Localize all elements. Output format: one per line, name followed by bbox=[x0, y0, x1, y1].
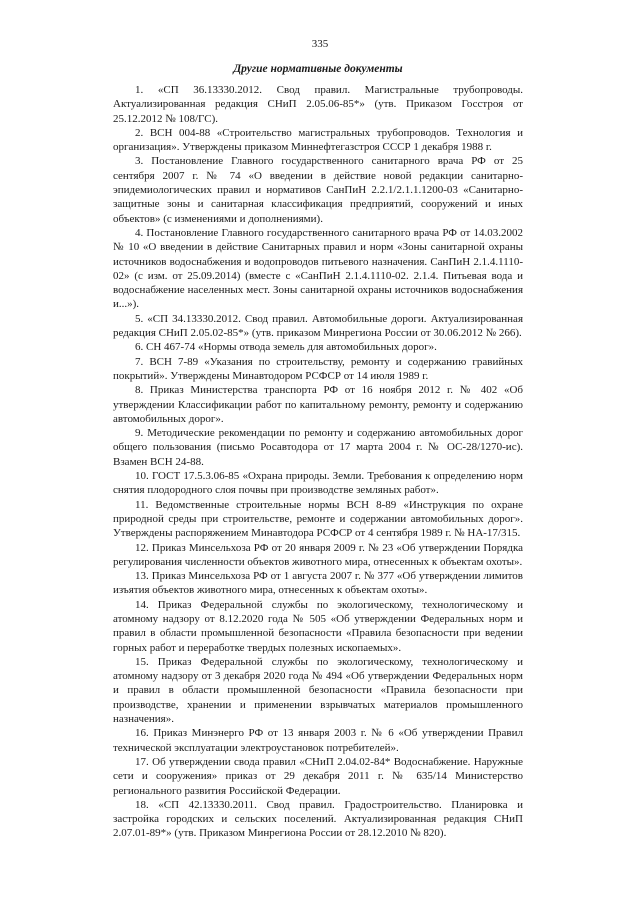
list-item-14: 14. Приказ Федеральной службы по экологическому, технологическому и атомному надзору от 8.12.2020 года № 505 «Об утверждении Федеральных норм и правил в области промышленной безопасности «Правила безопасности при ведении горных работ и переработке твердых полезных ископаемых». bbox=[113, 598, 523, 654]
list-item-11: 11. Ведомственные строительные нормы ВСН 8-89 «Инструкция по охране природной среды при строительстве, ремонте и содержании автомобильных дорог». Утверждены распоряжением Минавтодора РСФСР от 4 сентября 1989 г. № НА-17/315. bbox=[113, 498, 523, 540]
list-item-18: 18. «СП 42.13330.2011. Свод правил. Градостроительство. Планировка и застройка городских и сельских поселений. Актуализированная редакция СНиП 2.07.01-89*» (утв. Приказом Минрегиона России от 28.12.2010 № 820). bbox=[113, 798, 523, 840]
list-item-17: 17. Об утверждении свода правил «СНиП 2.04.02-84* Водоснабжение. Наружные сети и сооружения» приказ от 29 декабря 2011 г. № 635/14 Министерство регионального развития Российской Федерации. bbox=[113, 755, 523, 797]
page-content bbox=[113, 62, 523, 841]
list-item-16: 16. Приказ Минэнерго РФ от 13 января 2003 г. № 6 «Об утверждении Правил технической эксплуатации электроустановок потребителей». bbox=[113, 727, 523, 754]
list-item-8: 8. Приказ Министерства транспорта РФ от 16 ноября 2012 г. № 402 «Об утверждении Классификации работ по капитальному ремонту, ремонту и содержанию автомобильных дорог». bbox=[113, 384, 523, 425]
list-item-7: 7. ВСН 7-89 «Указания по строительству, ремонту и содержанию гравийных покрытий». Утверждены Минавтодором РСФСР от 14 июля 1989 г. bbox=[113, 355, 523, 382]
list-item-1: 1. «СП 36.13330.2012. Свод правил. Магистральные трубопроводы. Актуализированная редакция СНиП 2.05.06-85*» (утв. Приказом Госстроя от 25.12.2012 № 108/ГС). bbox=[113, 84, 523, 125]
reference-list bbox=[113, 83, 523, 841]
list-item-6: 6. СН 467-74 «Нормы отвода земель для автомобильных дорог». bbox=[135, 341, 437, 354]
list-item-12: 12. Приказ Минсельхоза РФ от 20 января 2009 г. № 23 «Об утверждении Порядка регулирования численности объектов животного мира, отнесенных к объектам охоты». bbox=[113, 541, 523, 568]
page-number: 335 bbox=[311, 38, 329, 50]
list-item-13: 13. Приказ Минсельхоза РФ от 1 августа 2007 г. № 377 «Об утверждении лимитов изъятия объектов животного мира, отнесенных к объектам охоты». bbox=[113, 570, 523, 597]
list-item-5: 5. «СП 34.13330.2012. Свод правил. Автомобильные дороги. Актуализированная редакция СНиП 2.05.02-85*» (утв. приказом Минрегиона России от 30.06.2012 № 266). bbox=[113, 312, 523, 340]
list-item-2: 2. ВСН 004-88 «Строительство магистральных трубопроводов. Технология и организация». Утверждены приказом Миннефтегазстроя СССР 1 декабря 1988 г. bbox=[113, 126, 523, 154]
section-heading: Другие нормативные документы bbox=[233, 63, 403, 75]
list-item-9: 9. Методические рекомендации по ремонту и содержанию автомобильных дорог общего пользования (письмо Росавтодора от 17 марта 2004 г. № ОС-28/1270-ис). Взамен ВСН 24-88. bbox=[113, 427, 523, 468]
list-item-4: 4. Постановление Главного государственного санитарного врача РФ от 14.03.2002 № 10 «О введении в действие Санитарных правил и норм «Зоны санитарной охраны источников водоснабжения и водопроводов питьевого назначения. СанПиН 2.1.4.1110-02» (с изм. от 25.09.2014) (вместе с «СанПиН 2.1.4.1110-02. 2.1.4. Питьевая вода и водоснабжение населенных мест. Зоны санитарной охраны источников водоснабжения и...»). bbox=[113, 226, 523, 311]
list-item-3: 3. Постановление Главного государственного санитарного врача РФ от 25 сентября 2007 г. № 74 «О введении в действие новой редакции санитарно-эпидемиологических правил и нормативов СанПиН 2.2.1/2.1.1.1200-03 «Санитарно-защитные зоны и санитарная классификация предприятий, сооружений и иных объектов» (с изменениями и дополнениями). bbox=[113, 155, 523, 225]
list-item-10: 10. ГОСТ 17.5.3.06-85 «Охрана природы. Земли. Требования к определению норм снятия плодородного слоя почвы при производстве земляных работ». bbox=[113, 470, 523, 497]
list-item-15: 15. Приказ Федеральной службы по экологическому, технологическому и атомному надзору от 3 декабря 2020 года № 494 «Об утверждении Федеральных норм и правил в области промышленной безопасности «Правила безопасности при производстве, хранении и применении взрывчатых материалов промышленного назначения». bbox=[113, 655, 523, 726]
